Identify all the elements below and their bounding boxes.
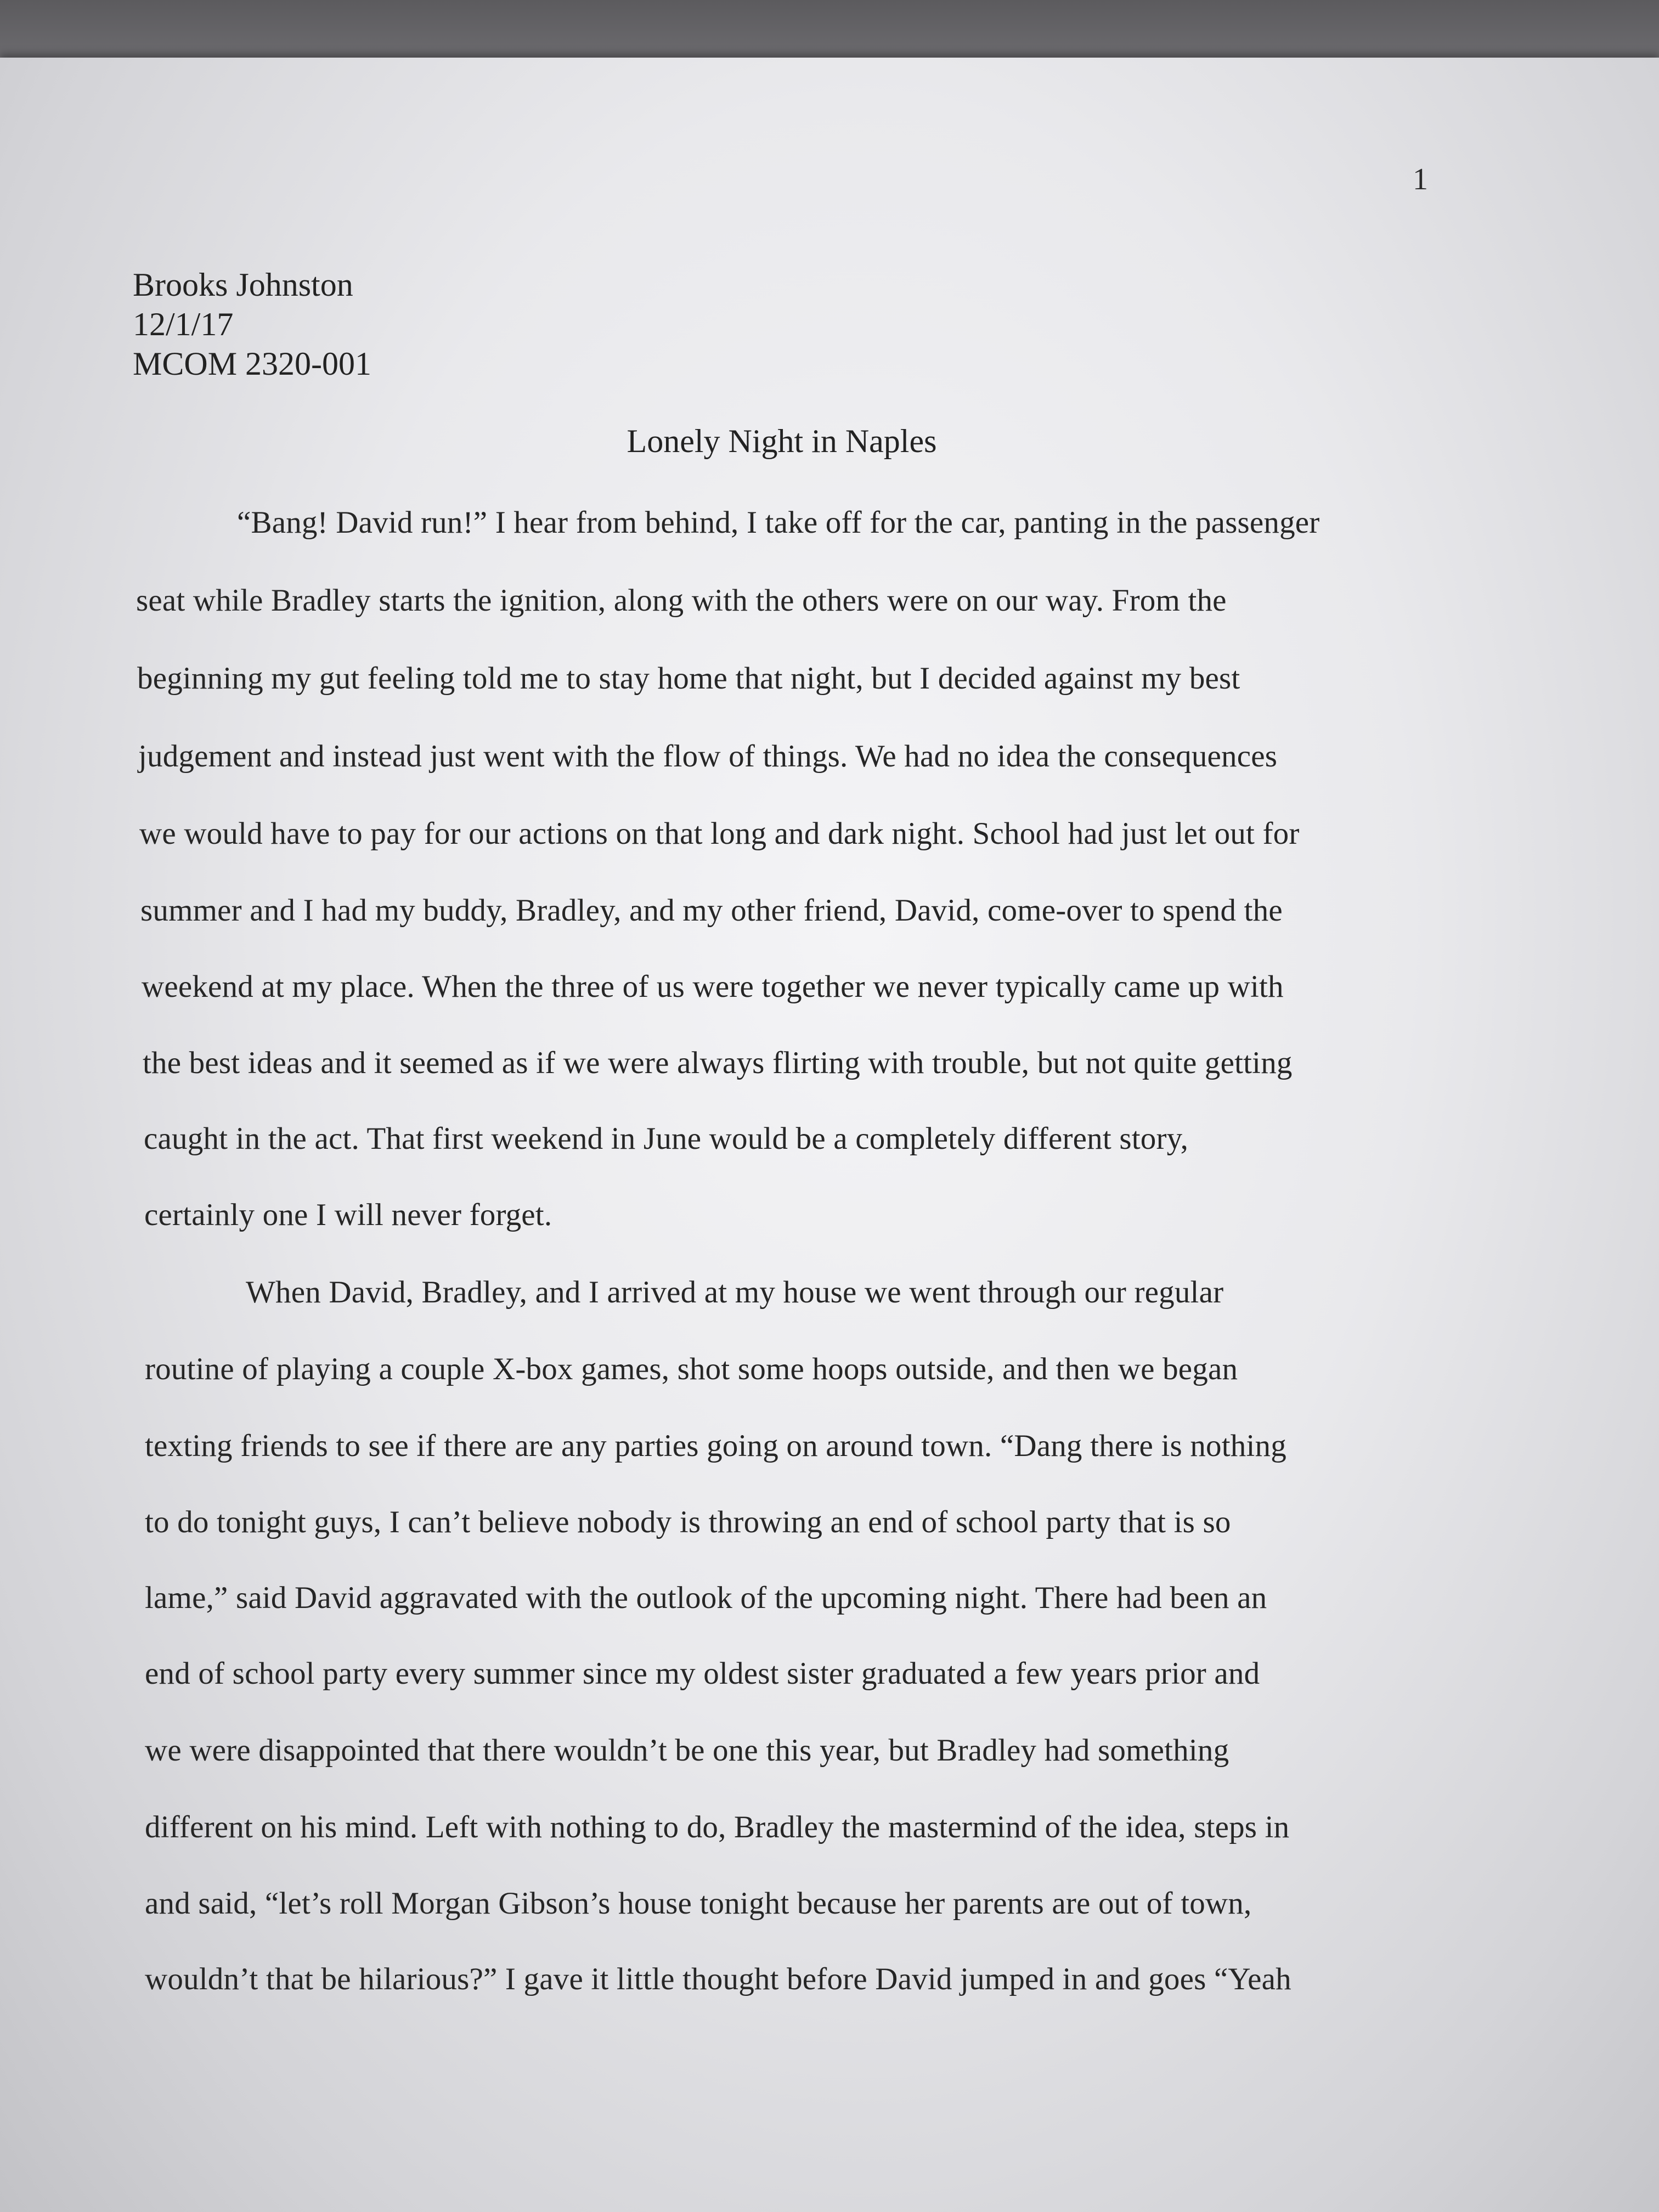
text-line: certainly one I will never forget. xyxy=(144,1198,552,1232)
author-name: Brooks Johnston xyxy=(133,267,353,303)
text-line: lame,” said David aggravated with the outlook of the upcoming night. There had been an xyxy=(145,1581,1267,1615)
text-line: routine of playing a couple X-box games, shot some hoops outside, and then we began xyxy=(145,1352,1238,1386)
text-line: When David, Bradley, and I arrived at my house we went through our regular xyxy=(246,1275,1224,1310)
text-line: summer and I had my buddy, Bradley, and my other friend, David, come-over to spend the xyxy=(140,893,1283,928)
text-line: seat while Bradley starts the ignition, along with the others were on our way. From the xyxy=(136,583,1227,618)
header-block xyxy=(133,265,371,383)
text-line: to do tonight guys, I can’t believe nobody is throwing an end of school party that is so xyxy=(145,1505,1231,1539)
text-line: we were disappointed that there wouldn’t be one this year, but Bradley had something xyxy=(145,1733,1229,1768)
text-line: texting friends to see if there are any parties going on around town. “Dang there is nothing xyxy=(145,1429,1286,1463)
course-code: MCOM 2320-001 xyxy=(133,346,372,382)
text-line: “Bang! David run!” I hear from behind, I take off for the car, panting in the passenger xyxy=(237,505,1320,540)
text-line: end of school party every summer since my oldest sister graduated a few years prior and xyxy=(145,1656,1260,1691)
text-line: different on his mind. Left with nothing to do, Bradley the mastermind of the idea, steps in xyxy=(145,1810,1290,1844)
page-number: 1 xyxy=(1413,162,1428,196)
text-line: the best ideas and it seemed as if we were always flirting with trouble, but not quite getting xyxy=(143,1046,1293,1080)
text-line: beginning my gut feeling told me to stay home that night, but I decided against my best xyxy=(137,661,1240,696)
text-line: judgement and instead just went with the flow of things. We had no idea the consequences xyxy=(138,739,1278,774)
text-line: wouldn’t that be hilarious?” I gave it little thought before David jumped in and goes “Yeah xyxy=(145,1962,1291,1996)
document-page xyxy=(0,58,1659,2212)
text-line: and said, “let’s roll Morgan Gibson’s house tonight because her parents are out of town, xyxy=(145,1886,1252,1921)
text-line: caught in the act. That first weekend in June would be a completely different story, xyxy=(144,1121,1189,1156)
date: 12/1/17 xyxy=(133,306,234,342)
text-line: weekend at my place. When the three of us were together we never typically came up with xyxy=(142,969,1284,1004)
text-line: we would have to pay for our actions on that long and dark night. School had just let out for xyxy=(139,816,1300,851)
essay-title: Lonely Night in Naples xyxy=(627,423,937,459)
